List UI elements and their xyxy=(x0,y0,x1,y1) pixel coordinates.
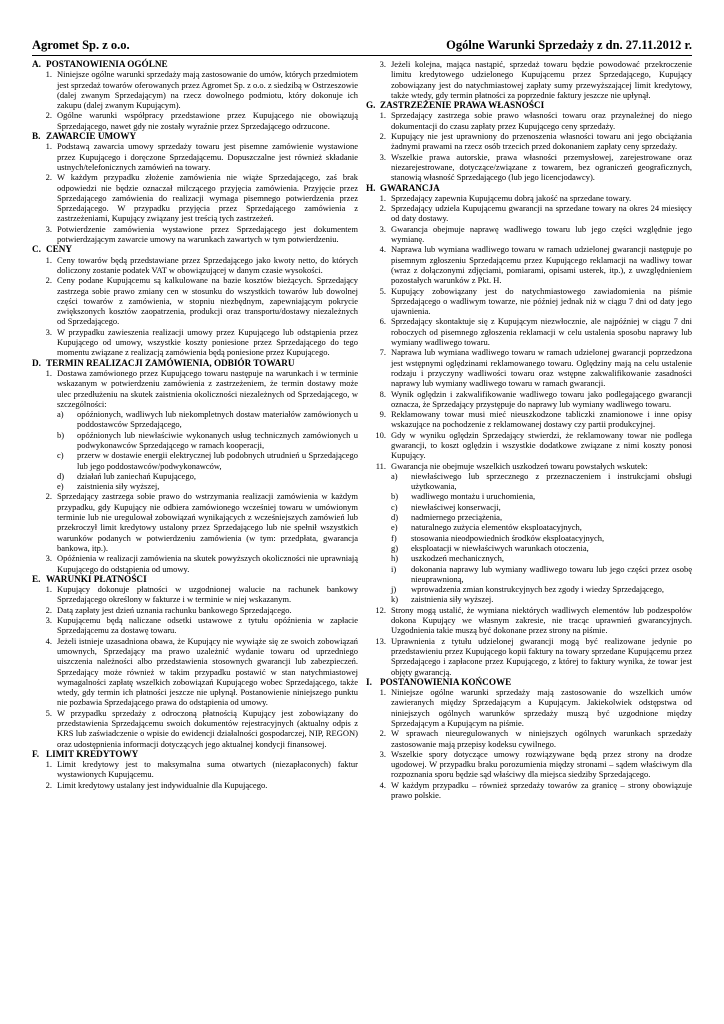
list-item xyxy=(366,193,692,203)
sub-item-text: zaistnienia siły wyższej. xyxy=(411,594,494,605)
list-item xyxy=(366,347,692,388)
document-title: Ogólne Warunki Sprzedaży z dn. 27.11.2012 r. xyxy=(446,38,692,52)
section-list xyxy=(32,368,358,574)
list-item xyxy=(366,687,692,728)
item-text: Sprzedający zastrzega sobie prawo do wstrzymania realizacji zamówienia w każdym przypadku, gdy Kupujący nie odbiera zamówionego wcześniej towaru w umówionym terminie lub nie uregulował zobowiązań wynikających z wcześniejszych zamówień lub przekroczył limit kredytowy ustalony przez Sprzedającego lub nie spełnił wszystkich warunków podanych w potwierdzeniu zamówienia (w tym: przedpłata, gwarancja bankowa, itp.). xyxy=(57,491,358,553)
list-item xyxy=(32,605,358,615)
sub-list-item xyxy=(57,409,358,430)
list-item xyxy=(366,316,692,347)
sub-list-item xyxy=(391,491,692,501)
sub-list-item xyxy=(391,553,692,563)
section-title: LIMIT KREDYTOWY xyxy=(46,748,139,759)
item-body xyxy=(391,409,692,430)
item-text: W każdym przypadku złożenie zamówienia nie wiąże Sprzedającego, zaś brak odpowiedzi nie będzie oznaczał milczącego przyjęcia zamówienia. Przyjęcie przez Sprzedającego zamówienia do realizacji wymaga pisemnego potwierdzenia przez Sprzedającego. W przypadku przyjęcia przez Sprzedającego zamówienia z zastrzeżeniami, Kupujący związany jest treścią tych zastrzeżeń. xyxy=(57,172,358,224)
item-text: Datą zapłaty jest dzień uznania rachunku bankowego Sprzedającego. xyxy=(57,604,292,615)
item-number: 5. xyxy=(379,285,386,296)
section-title: WARUNKI PŁATNOŚCI xyxy=(46,573,147,584)
item-number: 9. xyxy=(379,409,386,420)
section-letter: A. xyxy=(32,59,41,69)
section-list xyxy=(366,59,692,100)
sub-item-text: naturalnego zużycia elementów eksploatacyjnych, xyxy=(411,522,582,533)
section-title: ZASTRZEŻENIE PRAWA WŁASNOŚCI xyxy=(380,100,545,111)
section-letter: D. xyxy=(32,357,41,368)
item-text: Jeżeli kolejna, mająca nastąpić, sprzedaż towaru będzie powodować przekroczenie limitu kredytowego udzielonego Kupującemu przez Sprzedającego, Kupujący zobowiązany jest do natychmiastowej zapłaty sumy przewyższającej limit kredytowy, także wtedy, gdy termin płatności za poprzednie faktury jeszcze nie upłynął. xyxy=(391,59,692,100)
item-body xyxy=(57,708,358,749)
company-name: Agromet Sp. z o.o. xyxy=(32,38,130,52)
item-number: 1. xyxy=(379,687,386,698)
item-text: Sprzedający zastrzega sobie prawo własności towaru oraz przynależnej do niego dokumentacji do czasu zapłaty przez Kupującego ceny sprzedaży. xyxy=(391,110,692,131)
list-item xyxy=(32,224,358,245)
list-item xyxy=(366,203,692,224)
item-number: 2. xyxy=(45,172,52,183)
item-number: 1. xyxy=(45,254,52,265)
section-list xyxy=(32,584,358,749)
item-number: 2. xyxy=(379,203,386,214)
sub-item-letter: a) xyxy=(391,470,398,481)
sub-item-letter: k) xyxy=(391,594,399,605)
section-letter: I. xyxy=(366,676,372,687)
sub-list-item xyxy=(391,502,692,512)
section-letter: H. xyxy=(366,182,376,193)
item-text: Uprawnienia z tytułu udzielonej gwarancji mogą być realizowane jedynie po przedstawieniu przez Kupującego kopii faktury na towary sprzedane Kupującemu przez Sprzedającego i zapłacone przez Kupującego, z której to faktury wynika, że towar jest objęty gwarancją. xyxy=(391,635,692,677)
item-body xyxy=(57,224,358,245)
item-body xyxy=(57,636,358,708)
sub-item-text: niewłaściwej konserwacji, xyxy=(411,501,501,512)
sub-item-text: opóźnionych, wadliwych lub niekompletnych dostaw materiałów zamówionych u poddostawców Sprzedającego, xyxy=(77,409,358,430)
item-body xyxy=(57,255,358,276)
item-body xyxy=(391,347,692,388)
list-item xyxy=(32,69,358,110)
section-list xyxy=(32,759,358,790)
document-header xyxy=(32,38,692,56)
sub-item-text: wprowadzenia zmian konstrukcyjnych bez zgody i wiedzy Sprzedającego, xyxy=(411,584,665,595)
item-number: 4. xyxy=(379,779,386,790)
item-body xyxy=(57,110,358,131)
list-item xyxy=(32,615,358,636)
item-text: Ceny towarów będą przedstawiane przez Sprzedającego jako kwoty netto, do których doliczony zostanie podatek VAT w obowiązującej w danym czasie wysokości. xyxy=(57,254,358,275)
item-number: 3. xyxy=(45,553,52,564)
item-number: 3. xyxy=(379,59,386,69)
item-number: 1. xyxy=(45,69,52,80)
item-text: Potwierdzenie zamówienia wystawione przez Sprzedającego jest dokumentem potwierdzającym zawarcie umowy na warunkach zawartych w tym potwierdzeniu. xyxy=(57,223,358,245)
item-number: 3. xyxy=(45,326,52,337)
item-text: Podstawą zawarcia umowy sprzedaży towaru jest pisemne zamówienie wystawione przez Kupującego i doręczone Sprzedającemu. Dopuszczalne jest również składanie ustnych/telefonicznych zamówień na towary. xyxy=(57,141,358,172)
item-text: Sprzedający skontaktuje się z Kupującym niezwłocznie, ale najpóźniej w ciągu 7 dni roboczych od pisemnego zgłoszenia reklamacji w celu ustalenia sposobu naprawy lub wymiany wadliwego towaru. xyxy=(391,316,692,348)
sub-list-item xyxy=(391,543,692,553)
item-body xyxy=(391,59,692,100)
item-text: Sprzedający udziela Kupującemu gwarancji na sprzedane towary na okres 24 miesięcy od daty dostawy. xyxy=(391,203,692,224)
item-text: W każdym przypadku – również sprzedaży towarów za granicę – strony obowiązuje prawo polskie. xyxy=(391,779,692,801)
list-item xyxy=(366,728,692,749)
right-column xyxy=(366,59,692,800)
item-number: 1. xyxy=(45,367,52,378)
list-item xyxy=(366,780,692,801)
list-item xyxy=(366,131,692,152)
item-number: 2. xyxy=(45,604,52,615)
sub-item-text: stosowania nieodpowiednich środków eksploatacyjnych, xyxy=(411,532,605,543)
item-body xyxy=(391,461,692,605)
list-item xyxy=(366,636,692,677)
sub-item-text: działań lub zaniechań Kupującego, xyxy=(77,470,196,481)
list-item xyxy=(366,224,692,245)
item-text: Gwarancja obejmuje naprawę wadliwego towaru lub jego części względnie jego wymianę. xyxy=(391,223,692,245)
item-body xyxy=(391,316,692,347)
section-title: ZAWARCIE UMOWY xyxy=(46,131,137,142)
section-heading xyxy=(366,677,692,687)
list-item xyxy=(366,110,692,131)
list-item xyxy=(32,708,358,749)
item-number: 13. xyxy=(375,635,386,646)
list-item xyxy=(366,152,692,183)
section-letter: E. xyxy=(32,573,41,584)
item-body xyxy=(57,327,358,358)
sub-list xyxy=(57,409,358,491)
item-text: Wynik oględzin i zakwalifikowanie wadliwego towaru jako podlegającego gwarancji oznacza, że Sprzedający przystępuje do naprawy lub wymiany wadliwego towaru. xyxy=(391,388,692,409)
item-number: 2. xyxy=(45,779,52,790)
item-number: 4. xyxy=(45,635,52,646)
list-item xyxy=(366,244,692,285)
list-item xyxy=(366,409,692,430)
item-number: 1. xyxy=(45,759,52,770)
list-item xyxy=(32,141,358,172)
item-number: 2. xyxy=(379,728,386,739)
item-body xyxy=(391,286,692,317)
section-heading xyxy=(32,59,358,69)
section-list xyxy=(366,110,692,182)
sub-list-item xyxy=(57,481,358,491)
sub-item-letter: e) xyxy=(57,481,64,492)
section-heading xyxy=(32,358,358,368)
item-text: Niniejsze ogólne warunki sprzedaży mają zastosowanie do umów, których przedmiotem jest sprzedaż towarów oferowanych przez Agromet Sp. z o.o. z siedzibą w Ostrzeszowie (dalej zwanym Sprzedającym) na rzecz dowolnego podmiotu, który dokonuje ich zakupu (dalej zwanym Kupującym). xyxy=(57,69,358,111)
list-item xyxy=(32,491,358,553)
list-item xyxy=(366,461,692,605)
item-text: W sprawach nieuregulowanych w niniejszych ogólnych warunkach sprzedaży zastosowanie mają przepisy kodeksu cywilnego. xyxy=(391,728,692,749)
document-page xyxy=(32,38,692,800)
sub-item-text: zaistnienia siły wyższej, xyxy=(77,481,160,492)
sub-item-letter: f) xyxy=(391,532,397,543)
sub-item-letter: g) xyxy=(391,542,399,553)
item-text: Kupującemu będą naliczane odsetki ustawowe z tytułu opóźnienia w zapłacie Sprzedającemu za dostawę towaru. xyxy=(57,615,358,636)
item-body xyxy=(57,615,358,636)
list-item xyxy=(32,255,358,276)
sub-item-letter: d) xyxy=(57,470,65,481)
sub-item-letter: c) xyxy=(57,450,64,461)
section-heading xyxy=(366,183,692,193)
sub-list-item xyxy=(57,430,358,451)
item-text: Dostawa zamówionego przez Kupującego towaru następuje na warunkach i w terminie wskazanym w potwierdzeniu zamówienia z zastrzeżeniem, że termin dostawy może ulec przedłużeniu na skutek zaistnienia okoliczności niezależnych od Sprzedającego, w szczególności: xyxy=(57,367,358,409)
sub-item-text: wadliwego montażu i uruchomienia, xyxy=(411,491,536,502)
section-title: POSTANOWIENIA OGÓLNE xyxy=(46,59,168,69)
item-text: Kupujący dokonuje płatności w uzgodnionej walucie na rachunek bankowy Sprzedającego określony w fakturze i w terminie w niej wskazanym. xyxy=(57,584,358,605)
section-heading xyxy=(32,131,358,141)
list-item xyxy=(32,584,358,605)
item-number: 1. xyxy=(45,141,52,152)
item-number: 1. xyxy=(45,584,52,595)
sub-item-letter: b) xyxy=(57,429,65,440)
item-body xyxy=(57,368,358,492)
sub-list-item xyxy=(391,533,692,543)
sub-item-text: nadmiernego przeciążenia, xyxy=(411,512,503,523)
section-title: GWARANCJA xyxy=(380,182,440,193)
section-heading xyxy=(366,100,692,110)
item-number: 10. xyxy=(375,429,386,440)
item-number: 1. xyxy=(379,192,386,203)
sub-item-text: dokonania naprawy lub wymiany wadliwego towaru lub jego części przez osobę nieuprawnioną, xyxy=(411,563,692,584)
item-body xyxy=(391,389,692,410)
list-item xyxy=(32,368,358,492)
item-body xyxy=(391,636,692,677)
list-item xyxy=(32,759,358,780)
item-number: 2. xyxy=(45,275,52,286)
sub-item-text: przerw w dostawie energii elektrycznej lub podobnych utrudnień u Sprzedającego lub jego poddostawców/podwykonawców, xyxy=(77,450,358,471)
item-body xyxy=(57,69,358,110)
item-body xyxy=(391,110,692,131)
section-heading xyxy=(32,244,358,254)
list-item xyxy=(32,110,358,131)
list-item xyxy=(366,59,692,100)
item-number: 5. xyxy=(45,707,52,718)
item-text: W przypadku zawieszenia realizacji umowy przez Kupującego lub odstąpienia przez Kupującego od umowy, wszystkie koszty poniesione przez Sprzedającego do tego momentu związane z realizacją zamówienia będą poniesione przez Kupującego. xyxy=(57,326,358,358)
section-list xyxy=(32,69,358,131)
sub-item-text: opóźnionych lub niewłaściwie wykonanych usług technicznych zamówionych u podwykonawców Sprzedającego w ramach kooperacji, xyxy=(77,429,358,450)
item-number: 2. xyxy=(45,491,52,502)
item-number: 4. xyxy=(379,244,386,255)
item-body xyxy=(57,780,358,790)
sub-item-letter: c) xyxy=(391,501,398,512)
item-text: Naprawa lub wymiana wadliwego towaru w ramach udzielonej gwarancji następuje po pisemnym zgłoszeniu Sprzedającemu przez Kupującego reklamacji na wadliwy towar (wraz z dołączonymi zdjęciami, pomiarami, opisami usterek, itp.), z uwzględnieniem pozostałych warunków z Pkt. H. xyxy=(391,244,692,286)
item-text: Sprzedający zapewnia Kupującemu dobrą jakość na sprzedane towary. xyxy=(391,192,632,203)
item-body xyxy=(391,728,692,749)
sub-list xyxy=(391,471,692,605)
item-body xyxy=(391,193,692,203)
sub-list-item xyxy=(57,450,358,471)
item-number: 2. xyxy=(379,131,386,142)
list-item xyxy=(32,553,358,574)
item-body xyxy=(57,605,358,615)
item-body xyxy=(57,275,358,326)
item-number: 3. xyxy=(379,748,386,759)
two-column-body xyxy=(32,59,692,800)
sub-item-letter: d) xyxy=(391,512,399,523)
item-text: Niniejsze ogólne warunki sprzedaży mają zastosowanie do wszelkich umów zawieranych między Sprzedającym a Kupującym. Jakiekolwiek odstępstwa od niniejszych ogólnych warunków sprzedaży muszą być uzgodnione między Sprzedającym a Kupującym na piśmie. xyxy=(391,687,692,728)
sub-item-letter: j) xyxy=(391,584,397,595)
list-item xyxy=(366,430,692,461)
list-item xyxy=(366,605,692,636)
item-number: 1. xyxy=(379,110,386,121)
item-text: Strony mogą ustalić, że wymiana niektórych wadliwych elementów lub podzespołów dokona Kupujący we własnym zakresie, nie tracąc uprawnień gwarancyjnych. Uzgodnienia takie muszą być dokonane przez strony na piśmie. xyxy=(391,604,692,636)
sub-item-text: eksploatacji w niewłaściwych warunkach otoczenia, xyxy=(411,542,589,553)
sub-item-letter: e) xyxy=(391,522,398,533)
item-text: W przypadku sprzedaży z odroczoną płatnością Kupujący jest zobowiązany do przedstawienia Sprzedającemu swoich dokumentów rejestracyjnych (aktualny odpis z KRS lub zaświadczenie o wpisie do ewidencji działalności gospodarczej, NIP, REGON) oraz udostępnienia informacji dotyczących jego aktualnej kondycji finansowej. xyxy=(57,707,358,749)
sub-item-letter: h) xyxy=(391,553,399,564)
item-body xyxy=(57,759,358,780)
section-list xyxy=(366,193,692,677)
item-body xyxy=(391,430,692,461)
item-body xyxy=(391,605,692,636)
item-number: 11. xyxy=(375,460,386,471)
sub-list-item xyxy=(391,471,692,492)
list-item xyxy=(32,172,358,223)
list-item xyxy=(32,275,358,326)
list-item xyxy=(32,327,358,358)
item-number: 12. xyxy=(375,604,386,615)
item-text: Gwarancja nie obejmuje wszelkich uszkodzeń towaru powstałych wskutek: xyxy=(391,460,648,471)
section-letter: F. xyxy=(32,748,40,759)
item-body xyxy=(57,491,358,553)
item-text: Ceny podane Kupującemu są kalkulowane na bazie kosztów bieżących. Sprzedający zastrzega sobie prawo zmiany cen w stosunku do wszystkich towarów lub dowolnej części towarów z zamówienia, w stopniu niezbędnym, zapewniającym pokrycie zwiększonych kosztów zaopatrzenia, produkcji oraz transportu/dostawy niezależnych od Sprzedającego. xyxy=(57,275,358,327)
item-body xyxy=(57,584,358,605)
sub-list-item xyxy=(57,471,358,481)
item-number: 3. xyxy=(379,223,386,234)
item-text: Kupujący nie jest uprawniony do przenoszenia własności towaru ani jego obciążania żadnymi prawami na rzecz osób trzecich przed dokonaniem zapłaty ceny sprzedaży. xyxy=(391,131,692,152)
item-body xyxy=(391,152,692,183)
item-text: Wszelkie prawa autorskie, prawa własności przemysłowej, zarejestrowane oraz niezarejestrowane, dotyczące/związane z towarem, bez ograniczeń geograficznych, stanowią własność Sprzedającego (lub jego licencjodawcy). xyxy=(391,151,692,183)
item-text: Limit kredytowy jest to maksymalna suma otwartych (niezapłaconych) faktur wystawionych Kupującemu. xyxy=(57,759,358,780)
item-text: Jeżeli istnieje uzasadniona obawa, że Kupujący nie wywiąże się ze swoich zobowiązań umownych, Sprzedający ma prawo uzależnić wydanie towaru od uprzedniego uiszczenia należności albo przedstawienia stosownych gwarancji lub zabezpieczeń. Sprzedający może również w takim przypadku postawić w stan natychmiastowej wymagalności zapłatę wszelkich zobowiązań Kupującego wobec Sprzedającego, także wtedy, gdy termin ich płatności jeszcze nie upłynął. Postanowienie niniejszego punktu nie pozbawia Sprzedającego prawa do odstąpienia od umowy. xyxy=(57,635,358,708)
item-body xyxy=(391,687,692,728)
item-body xyxy=(391,131,692,152)
sub-item-letter: b) xyxy=(391,491,399,502)
sub-list-item xyxy=(391,522,692,532)
section-letter: B. xyxy=(32,131,41,142)
section-list xyxy=(32,255,358,358)
section-letter: G. xyxy=(366,100,376,111)
section-title: POSTANOWIENIA KOŃCOWE xyxy=(380,676,512,687)
list-item xyxy=(366,749,692,780)
section-heading xyxy=(32,749,358,759)
section-title: CENY xyxy=(46,244,73,255)
sub-item-text: uszkodzeń mechanicznych, xyxy=(411,553,504,564)
list-item xyxy=(32,636,358,708)
sub-item-letter: a) xyxy=(57,409,64,420)
section-letter: C. xyxy=(32,244,41,255)
item-number: 2. xyxy=(45,110,52,121)
item-number: 3. xyxy=(379,151,386,162)
sub-list-item xyxy=(391,512,692,522)
left-column xyxy=(32,59,358,800)
sub-list-item xyxy=(391,564,692,585)
item-body xyxy=(57,141,358,172)
item-body xyxy=(391,780,692,801)
list-item xyxy=(32,780,358,790)
item-number: 8. xyxy=(379,388,386,399)
sub-list-item xyxy=(391,584,692,594)
item-text: Wszelkie spory dotyczące umowy rozwiązywane będą przez strony na drodze ugodowej. W przypadku braku porozumienia między stronami – sądem właściwym dla rozpoznania sporu będzie sąd właściwy dla miejsca siedziby Sprzedającego. xyxy=(391,748,692,780)
list-item xyxy=(366,389,692,410)
item-body xyxy=(57,172,358,223)
section-title: TERMIN REALIZACJI ZAMÓWIENIA, ODBIÓR TOWARU xyxy=(46,357,295,368)
section-heading xyxy=(32,574,358,584)
item-body xyxy=(57,553,358,574)
item-text: Ogólne warunki współpracy przedstawione przez Kupującego nie obowiązują Sprzedającego, nawet gdy nie zostały wyraźnie przez Sprzedającego odrzucone. xyxy=(57,110,358,131)
item-number: 6. xyxy=(379,316,386,327)
list-item xyxy=(366,286,692,317)
item-text: Limit kredytowy ustalany jest indywidualnie dla Kupującego. xyxy=(57,779,268,790)
section-list xyxy=(366,687,692,800)
item-number: 7. xyxy=(379,347,386,358)
item-text: Kupujący zobowiązany jest do natychmiastowego zawiadomienia na piśmie Sprzedającego o wadliwym towarze, nie później jednak niż w ciągu 7 dni od daty jego ujawnienia. xyxy=(391,285,692,317)
sub-item-text: niewłaściwego lub sprzecznego z przeznaczeniem i instrukcjami obsługi użytkowania, xyxy=(411,470,692,492)
item-text: Opóźnienia w realizacji zamówienia na skutek powyższych okoliczności nie uprawniają Kupującego do odstąpienia od umowy. xyxy=(57,553,358,574)
item-number: 3. xyxy=(45,615,52,626)
item-body xyxy=(391,749,692,780)
item-body xyxy=(391,244,692,285)
item-text: Gdy w wyniku oględzin Sprzedający stwierdzi, że reklamowany towar nie podlega gwarancji, to koszt oględzin i wszystkie dodatkowe związane z nimi koszty ponosi Kupujący. xyxy=(391,429,692,461)
section-list xyxy=(32,141,358,244)
sub-list-item xyxy=(391,594,692,604)
item-text: Reklamowany towar musi mieć nieuszkodzone tabliczki znamionowe i inne opisy wskazujące na pochodzenie z reklamowanej dostawy czy partii produkcyjnej. xyxy=(391,409,692,430)
sub-item-letter: i) xyxy=(391,563,397,574)
item-body xyxy=(391,224,692,245)
item-number: 3. xyxy=(45,223,52,234)
item-body xyxy=(391,203,692,224)
item-text: Naprawa lub wymiana wadliwego towaru w ramach udzielonej gwarancji poprzedzona jest wstępnymi oględzinami reklamowanego towaru. Oględziny mają na celu ustalenie rodzaju i przyczyny wadliwości towaru oraz wstępne zakwalifikowanie zasadności naprawy lub wymiany wadliwego towaru w ramach gwarancji. xyxy=(391,347,692,389)
